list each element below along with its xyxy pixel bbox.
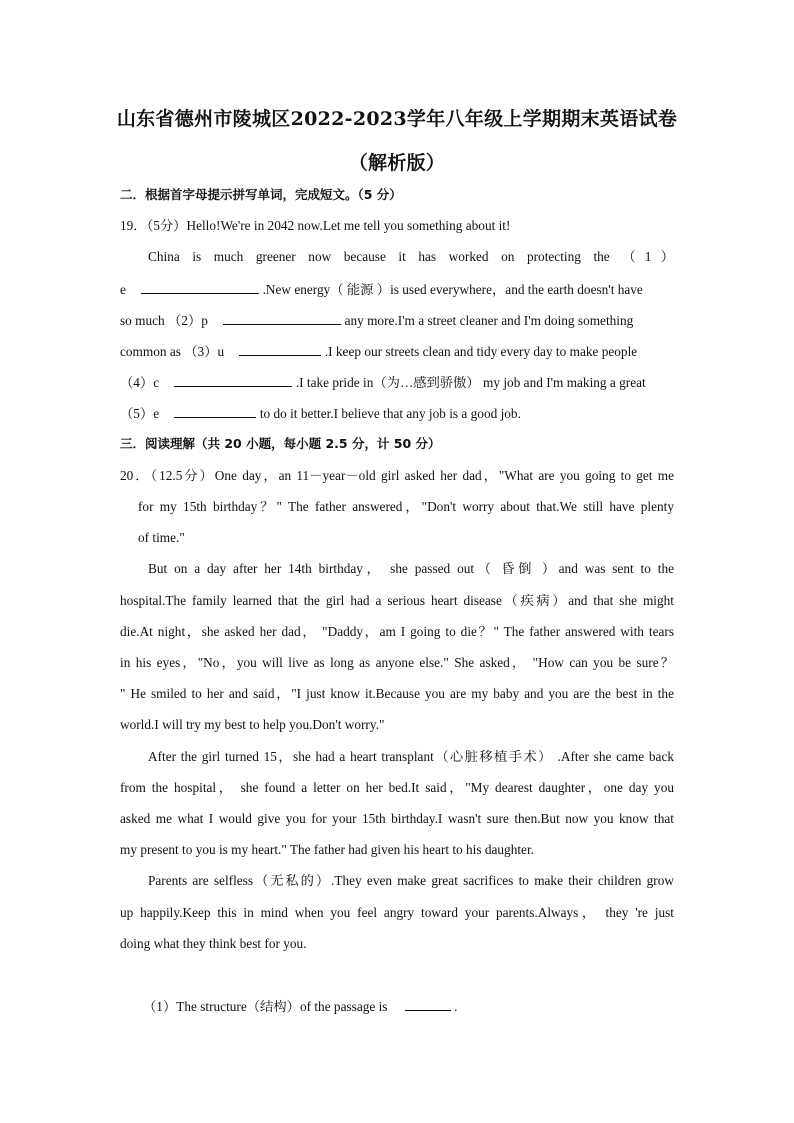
q20-p2-line-2: from the hospital， she found a letter on her bed.It said，"My dearest daughter，one day you: [120, 780, 674, 795]
q19-l2-suffix: .New energy（ 能源 ）is used everywhere，and the earth doesn't have: [262, 282, 643, 297]
q19-line-3: [120, 312, 674, 329]
document-subtitle: （解析版）: [348, 152, 446, 174]
q20-p1-line-1: But on a day after her 14th birthday， she passed out（ 昏倒 ）and was sent to the: [148, 561, 674, 576]
q19-line-4: [120, 343, 674, 360]
sub1-text: （1）The structure（结构）of the passage is: [143, 999, 388, 1014]
q20-p2-line-1: After the girl turned 15，she had a heart transplant（心脏移植手术） .After she came back: [148, 749, 674, 764]
blank-2[interactable]: [223, 312, 341, 325]
q20-p1-line-4: in his eyes，"No，you will live as long as anyone else." She asked， "How can you be sure？: [120, 655, 674, 670]
blank-3[interactable]: [239, 343, 321, 356]
q19-l2-prefix: e: [120, 282, 126, 297]
q20-p2-line-4: my present to you is my heart." The father had given his heart to his daughter.: [120, 842, 534, 857]
q19-l6-suffix: to do it better.I believe that any job is a good job.: [259, 406, 521, 421]
document-title: 山东省德州市陵城区2022-2023学年八年级上学期期末英语试卷: [116, 108, 678, 130]
q19-line-5: [120, 374, 674, 391]
q19-line-2: [120, 281, 674, 298]
q20-p1-line-5: " He smiled to her and said，"I just know it.Because you are my baby and you are the best in the: [120, 686, 674, 701]
q19-l5-prefix: （4）c: [120, 375, 160, 390]
q20-p1-line-3: die.At night，she asked her dad， "Daddy，am I going to die？" The father answered with tears: [120, 624, 674, 639]
q20-line-3: of time.": [138, 530, 185, 545]
section-2-heading: 二．根据首字母提示拼写单词，完成短文。（5 分）: [120, 187, 402, 202]
q19-l6-prefix: （5）e: [120, 406, 160, 421]
q19-line-6: [120, 405, 674, 422]
blank-4[interactable]: [174, 374, 292, 387]
q19-l3-suffix: any more.I'm a street cleaner and I'm doing something: [344, 313, 634, 328]
q20-p1-line-6: world.I will try my best to help you.Don't worry.": [120, 717, 385, 732]
q19-l4-suffix: .I keep our streets clean and tidy every day to make people: [324, 344, 638, 359]
q20-line-2: for my 15th birthday？" The father answered，"Don't worry about that.We still have plenty: [138, 499, 674, 514]
q19-head: 19．（5分）Hello!We're in 2042 now.Let me tell you something about it!: [120, 218, 511, 233]
blank-5[interactable]: [174, 405, 256, 418]
blank-1[interactable]: [141, 281, 259, 294]
q20-p1-line-2: hospital.The family learned that the girl had a serious heart disease（疾病）and that she might: [120, 593, 674, 608]
q19-l3-prefix: so much （2）p: [120, 313, 208, 328]
q20-p3-line-2: up happily.Keep this in mind when you feel angry toward your parents.Always， they 're just: [120, 905, 674, 920]
q19-line-1: China is much greener now because it has worked on protecting the （1）: [148, 249, 674, 264]
sub1-blank[interactable]: [405, 998, 451, 1011]
q20-sub-question-1: [143, 998, 674, 1015]
section-3-heading: 三．阅读理解（共 20 小题，每小题 2.5 分，计 50 分）: [120, 436, 441, 451]
q20-p3-line-3: doing what they think best for you.: [120, 936, 307, 951]
q20-line-1: 20．（12.5分）One day，an 11－year－old girl asked her dad，"What are you going to get me: [120, 468, 674, 483]
q19-l5-suffix: .I take pride in（为…感到骄傲） my job and I'm making a great: [295, 375, 646, 390]
q20-p3-line-1: Parents are selfless（无私的）.They even make great sacrifices to make their children grow: [148, 873, 674, 888]
q20-p2-line-3: asked me what I would give you for your 15th birthday.I wasn't sure then.But now you know that: [120, 811, 674, 826]
sub1-period: .: [454, 999, 458, 1014]
q19-l4-prefix: common as （3）u: [120, 344, 225, 359]
